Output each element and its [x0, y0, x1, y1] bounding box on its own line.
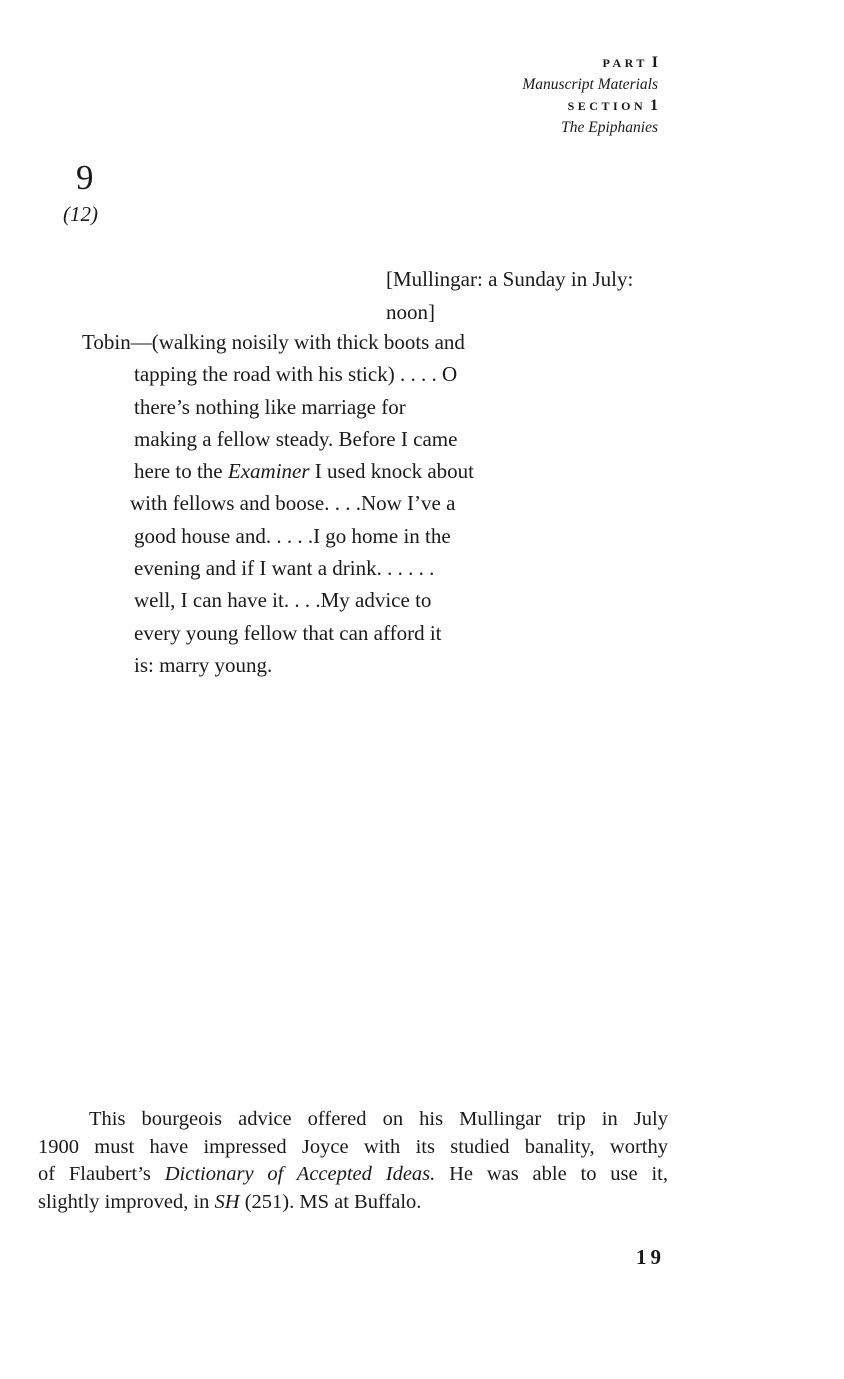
- commentary-text: (251). MS at Buffalo.: [239, 1190, 422, 1213]
- speech-line: with fellows and boose. . . .Now I’ve a: [130, 491, 456, 516]
- part-heading: [522, 52, 658, 74]
- speech-line: making a fellow steady. Before I came: [134, 426, 458, 451]
- part-label: PART: [602, 56, 648, 70]
- abbreviation: SH: [214, 1190, 240, 1213]
- speech-line: good house and. . . . .I go home in the: [134, 523, 451, 548]
- part-number: I: [651, 54, 658, 71]
- setting-line: noon]: [386, 299, 435, 324]
- section-heading: [522, 95, 658, 117]
- book-title: Dictionary of Accepted Ideas.: [164, 1163, 436, 1185]
- setting-line: [Mullingar: a Sunday in July:: [386, 267, 634, 291]
- section-title: The Epiphanies: [561, 119, 658, 136]
- speech-text: here to the: [134, 459, 228, 484]
- speech-line: well, I can have it. . . .My advice to: [134, 588, 432, 613]
- page-number: 19: [636, 1245, 665, 1269]
- dialogue-speech: [82, 326, 522, 681]
- section-label: SECTION: [567, 99, 647, 113]
- epiphany-alt-number: (12): [63, 202, 98, 226]
- speech-line: Tobin—(walking noisily with thick boots and: [82, 330, 465, 354]
- commentary-line: This bourgeois advice offered on his Mullingar trip in July: [89, 1108, 668, 1130]
- commentary-line: 1900 must have impressed Joyce with its studied banality, worthy: [38, 1135, 668, 1158]
- running-head: [522, 52, 658, 138]
- speech-line: there’s nothing like marriage for: [134, 394, 406, 419]
- commentary-text: of Flaubert’s: [38, 1163, 165, 1185]
- commentary-line: [38, 1189, 668, 1217]
- speech-line: evening and if I want a drink. . . . . .: [134, 556, 435, 581]
- speech-line: is: marry young.: [134, 652, 273, 677]
- scene-setting: [386, 263, 676, 328]
- newspaper-title: Examiner: [227, 459, 310, 484]
- speech-line: tapping the road with his stick) . . . . O: [134, 362, 458, 387]
- epiphany-number: 9: [76, 158, 94, 197]
- commentary-line: [38, 1161, 668, 1189]
- editorial-commentary: [38, 1106, 668, 1216]
- section-number: 1: [650, 97, 658, 114]
- speech-text: I used knock about: [309, 459, 474, 484]
- speech-line: [82, 455, 522, 487]
- speech-line: every young fellow that can afford it: [134, 620, 442, 645]
- part-title: Manuscript Materials: [522, 76, 658, 93]
- commentary-text: He was able to use it,: [435, 1163, 668, 1185]
- commentary-text: slightly improved, in: [38, 1190, 215, 1213]
